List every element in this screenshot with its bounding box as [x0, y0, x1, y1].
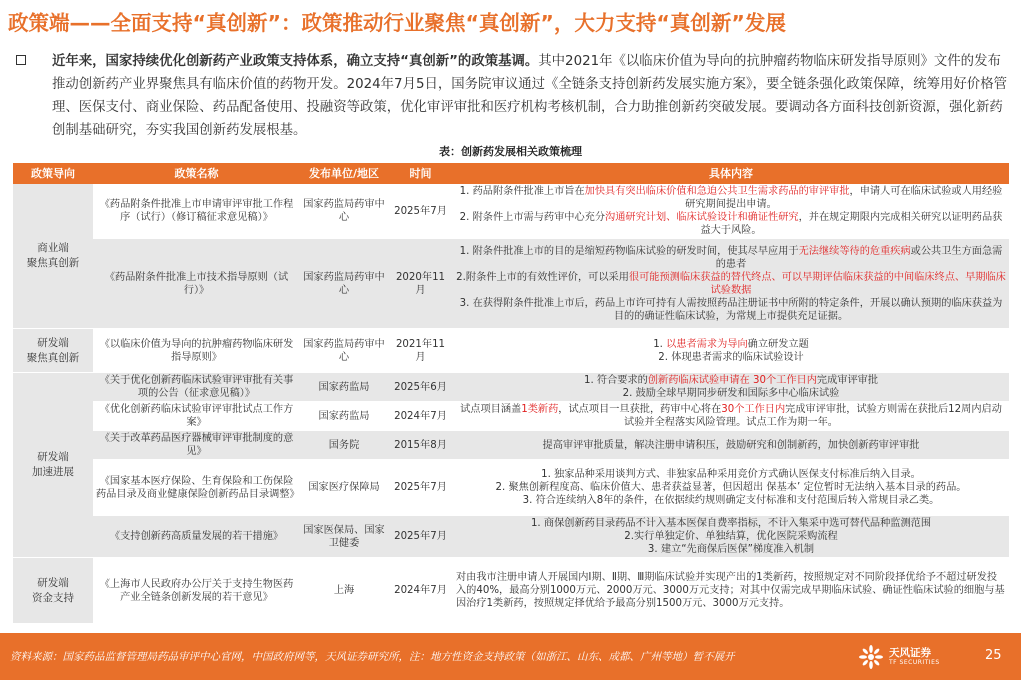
table-row	[13, 402, 1009, 431]
policy-name-cell: 《药品附条件批准上市申请审评审批工作程序（试行）（修订稿征求意见稿）》	[93, 184, 300, 239]
issuer-cell: 国家医疗保障局	[300, 460, 388, 516]
highlight-text: 30个工作日内	[721, 404, 786, 415]
content-cell	[453, 516, 1009, 558]
content-cell	[453, 431, 1009, 460]
content-text: 3. 符合连续纳入8年的条件，在依据续约规则确定支付标准和支付范围后转入常规目录乙类。	[522, 495, 940, 506]
table-row	[13, 329, 1009, 373]
policy-name-cell: 《药品附条件批准上市技术指导原则（试行）》	[93, 239, 300, 329]
issuer-cell: 国家医保局、国家卫健委	[300, 516, 388, 558]
content-text: 2. 体现患者需求的临床试验设计	[658, 351, 804, 363]
policy-name-cell: 《国家基本医疗保险、生育保险和工伤保险药品目录及商业健康保险创新药品目录调整》	[93, 460, 300, 516]
content-line	[456, 543, 1006, 556]
content-cell	[453, 558, 1009, 624]
page-title: 政策端——全面支持“真创新”：政策推动行业聚焦“真创新”，大力支持“真创新”发展	[8, 11, 786, 35]
intro-rest: 其中2021年《以临床价值为导向的抗肿瘤药物临床研发指导原则》文件的发布推动创新药产业界聚焦具有临床价值的药物开发。2024年7月5日，国务院审议通过《全链条支持创新药发展实施方案》，要全链条强化政策保障，统筹用好价格管理、医保支付、商业保险、药品配备使用、投融资等政策，优化审评审批和医疗机构考核机制，合力助推创新药突破发展。要调动各方面科技创新资源，强化新药创制基础研究，夯实我国创新药发展根基。	[52, 54, 1007, 138]
table-row	[13, 184, 1009, 239]
policy-table	[13, 163, 1009, 624]
date-cell: 2025年6月	[388, 373, 453, 402]
content-line	[456, 351, 1006, 364]
group-cell: 研发端 资金支持	[13, 558, 93, 624]
content-text: 1. 药品附条件批准上市旨在	[459, 186, 585, 197]
content-line	[456, 271, 1006, 297]
content-line	[456, 403, 1006, 429]
date-cell: 2020年11月	[388, 239, 453, 329]
content-text: 2.附条件上市的有效性评价，可以采用	[456, 271, 629, 283]
content-text: 对由我市注册申请人开展国内Ⅰ期、Ⅱ期、Ⅲ期临床试验并实现产出的1类新药，按照规定对不同阶段择优给予不超过研发投入的40%，最高分别1000万元、2000万元、3000万元支持；对其中仅需完成早期临床试验、确证性临床试验的细胞与基因治疗1类新药，按照规定择优给予最高分别1500万元、3000万元支持。	[456, 572, 1005, 609]
date-cell: 2025年7月	[388, 184, 453, 239]
highlight-text: 很可能预测临床获益的替代终点、可以早期评估临床获益的中间临床终点、早期临床试验数据	[628, 271, 1006, 296]
highlight-text: 1类新药	[521, 404, 559, 415]
content-text: ，申请人可在临床试验或人用经验研究期间提出申请。	[685, 186, 1003, 210]
starburst-logo-icon	[858, 644, 884, 670]
highlight-text: 创新药临床试验申请在 30个工作日内	[647, 375, 817, 386]
content-line	[456, 211, 1006, 237]
table-row	[13, 239, 1009, 329]
header-issuer: 发布单位/地区	[300, 163, 388, 184]
content-text: 2. 鼓励全球早期同步研发和国际多中心临床试验	[622, 388, 840, 399]
content-cell	[453, 402, 1009, 431]
content-text: ，并在规定期限内完成相关研究以证明药品获益大于风险。	[700, 212, 1003, 236]
content-text: 1. 符合要求的	[583, 375, 648, 386]
content-text: 3. 在获得附条件批准上市后，药品上市许可持有人需按照药品注册证书中所附的特定条件，开展以确认预期的临床获益为目的的确证性临床试验，为常规上市提供充足证据。	[459, 297, 1003, 322]
intro-text	[52, 50, 1011, 142]
content-text: 2.实行单独定价、单独结算，优化医院采购流程	[624, 531, 838, 542]
content-line	[456, 185, 1006, 211]
page-number: 25	[985, 648, 1002, 663]
content-text: 完成审评审批，试验方则需在获批后12周内启动试验并全程落实风险管理。试点工作为期一年。	[624, 404, 1002, 428]
content-line	[456, 530, 1006, 543]
logo-text-en: TF SECURITIES	[889, 659, 940, 666]
content-line	[456, 468, 1006, 481]
content-text: 2. 聚焦创新程度高、临床价值大、患者获益显著，但因超出 保基本’ 定位暂时无法纳入基本目录的药品。	[495, 482, 967, 493]
content-line	[456, 387, 1006, 400]
content-line	[456, 245, 1006, 271]
intro-strong: 近年来，国家持续优化创新药产业政策支持体系，确立支持“真创新”的政策基调。	[52, 54, 539, 69]
group-cell: 研发端 聚焦真创新	[13, 329, 93, 373]
issuer-cell: 上海	[300, 558, 388, 624]
content-text: 1. 独家品种采用谈判方式、非独家品种采用竞价方式确认医保支付标准后纳入目录。	[541, 469, 921, 480]
content-text: 完成审评审批	[816, 375, 879, 386]
header-content: 具体内容	[453, 163, 1009, 184]
content-text: 1. 商保创新药目录药品不计入基本医保自费率指标，不计入集采中选可替代品种监测范围	[530, 518, 932, 529]
policy-name-cell: 《支持创新药高质量发展的若干措施》	[93, 516, 300, 558]
policy-name-cell: 《关于改革药品医疗器械审评审批制度的意见》	[93, 431, 300, 460]
header-direction: 政策导向	[13, 163, 93, 184]
content-text: 2. 附条件上市需与药审中心充分	[459, 212, 606, 223]
content-text: 提高审评审批质量，解决注册申请积压，鼓励研究和创制新药，加快创新药审评审批	[542, 439, 920, 451]
source-note: 资料来源：国家药品监督管理局药品审评中心官网，中国政府网等，天风证券研究所，注：地方性资金支持政策（如浙江、山东、成都、广州等地）暂不展开	[10, 651, 735, 663]
content-text: 确立研发立题	[747, 338, 809, 350]
content-text: 试点项目涵盖	[460, 404, 522, 415]
content-text: 1.	[653, 338, 667, 350]
content-line	[456, 439, 1006, 452]
table-row	[13, 460, 1009, 516]
policy-name-cell: 《优化创新药临床试验审评审批试点工作方案》	[93, 402, 300, 431]
issuer-cell: 国家药监局药审中心	[300, 239, 388, 329]
date-cell: 2024年7月	[388, 558, 453, 624]
content-text: 3. 建立“先商保后医保”梯度准入机制	[647, 544, 815, 555]
group-cell: 商业端 聚焦真创新	[13, 184, 93, 329]
date-cell: 2025年7月	[388, 460, 453, 516]
content-line	[456, 374, 1006, 387]
issuer-cell: 国家药监局药审中心	[300, 184, 388, 239]
logo-text-cn: 天风证券	[889, 647, 931, 659]
table-row	[13, 558, 1009, 624]
table-header-row	[13, 163, 1009, 184]
content-text: 1. 附条件批准上市的目的是缩短药物临床试验的研发时间，使其尽早应用于	[459, 245, 799, 257]
content-cell	[453, 184, 1009, 239]
highlight-text: 以患者需求为导向	[666, 338, 748, 350]
date-cell: 2021年11月	[388, 329, 453, 373]
content-cell	[453, 239, 1009, 329]
content-cell	[453, 373, 1009, 402]
highlight-text: 无法继续等待的危重疾病	[798, 245, 911, 257]
group-cell: 研发端 加速进展	[13, 373, 93, 558]
table-caption: 表：创新药发展相关政策梳理	[439, 145, 582, 158]
policy-name-cell: 《上海市人民政府办公厅关于支持生物医药产业全链条创新发展的若干意见》	[93, 558, 300, 624]
policy-name-cell: 《关于优化创新药临床试验审评审批有关事项的公告（征求意见稿）》	[93, 373, 300, 402]
content-line	[456, 571, 1006, 610]
header-policy-name: 政策名称	[93, 163, 300, 184]
intro-paragraph	[16, 50, 1011, 142]
highlight-text: 沟通研究计划、临床试验设计和确证性研究	[605, 212, 799, 223]
table-row	[13, 373, 1009, 402]
footer-bar	[0, 633, 1021, 680]
content-line	[456, 297, 1006, 323]
content-cell	[453, 329, 1009, 373]
date-cell: 2024年7月	[388, 402, 453, 431]
content-cell	[453, 460, 1009, 516]
content-line	[456, 481, 1006, 494]
content-line	[456, 338, 1006, 351]
date-cell: 2015年8月	[388, 431, 453, 460]
table-row	[13, 516, 1009, 558]
content-line	[456, 494, 1006, 507]
issuer-cell: 国家药监局	[300, 402, 388, 431]
issuer-cell: 国家药监局药审中心	[300, 329, 388, 373]
tf-securities-logo	[858, 644, 940, 670]
table-row	[13, 431, 1009, 460]
issuer-cell: 国务院	[300, 431, 388, 460]
header-date: 时间	[388, 163, 453, 184]
issuer-cell: 国家药监局	[300, 373, 388, 402]
date-cell: 2025年7月	[388, 516, 453, 558]
policy-name-cell: 《以临床价值为导向的抗肿瘤药物临床研发指导原则》	[93, 329, 300, 373]
content-line	[456, 517, 1006, 530]
highlight-text: 加快具有突出临床价值和急迫公共卫生需求药品的审评审批	[584, 186, 850, 197]
square-bullet-icon	[16, 55, 26, 65]
content-text: 或公共卫生方面急需的患者	[715, 245, 1003, 270]
content-text: ，试点项目一旦获批，药审中心将在	[558, 404, 722, 415]
